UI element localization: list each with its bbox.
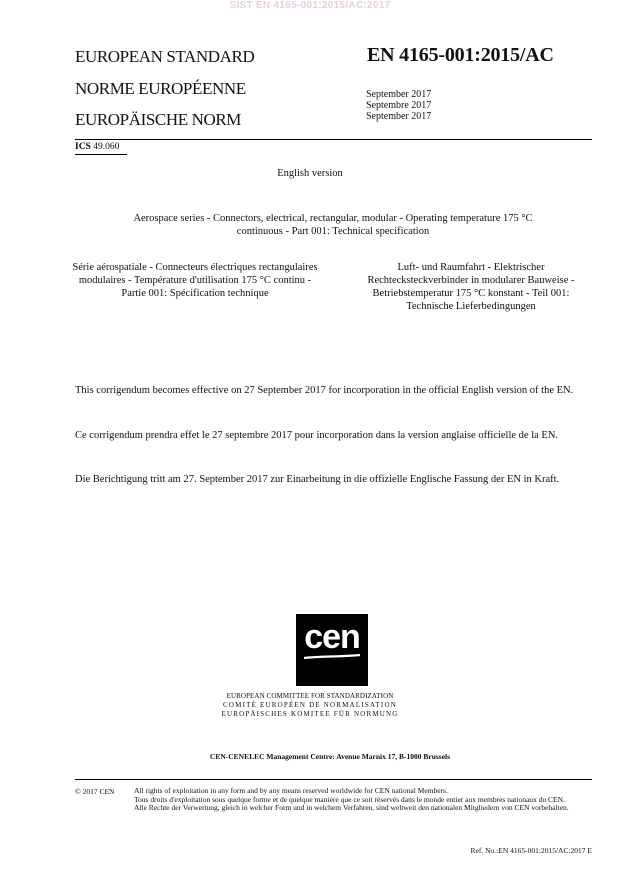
ics-code bbox=[75, 142, 119, 152]
cen-logo-icon bbox=[296, 614, 368, 686]
copyright-text bbox=[134, 787, 594, 813]
committee-de: EUROPÄISCHES KOMITEE FÜR NORMUNG bbox=[221, 710, 399, 718]
watermark: SIST EN 4165-001:2015/AC:2017 bbox=[229, 0, 391, 11]
copyright-line-de: Alle Rechte der Verwertung, gleich in welcher Form und in welchem Verfahren, sind weltweit den nationalen Mitgliedern von CEN vorbehalten. bbox=[134, 803, 569, 813]
date-en: September 2017 bbox=[366, 89, 432, 100]
ics-label: ICS bbox=[75, 142, 91, 152]
copyright-line-en: All rights of exploitation in any form and by any means reserved worldwide for CEN national Members. bbox=[134, 786, 448, 795]
ics-underline bbox=[75, 154, 127, 155]
management-centre: CEN-CENELEC Management Centre: Avenue Marnix 17, B-1000 Brussels bbox=[209, 752, 451, 761]
standard-name-en: EUROPEAN STANDARD bbox=[75, 47, 255, 66]
committee-en: EUROPEAN COMMITTEE FOR STANDARDIZATION bbox=[226, 692, 394, 700]
logo-text: cen bbox=[304, 618, 360, 656]
title-german: Luft- und Raumfahrt - Elektrischer Rechtecksteckverbinder in modularer Bauweise - Betriebstemperatur 175 °C konstant - Teil 001: Technische Lieferbedingungen bbox=[367, 262, 575, 312]
corrigendum-en: This corrigendum becomes effective on 27 September 2017 for incorporation in the official English version of the EN. bbox=[75, 385, 574, 396]
title-french: Série aérospatiale - Connecteurs électriques rectangulaires modulaires - Température d'utilisation 175 °C continu - Partie 001: Spécification technique bbox=[72, 262, 318, 299]
copyright-label: © 2017 CEN bbox=[75, 787, 115, 796]
standard-number: EN 4165-001:2015/AC bbox=[367, 44, 554, 66]
cen-logo bbox=[296, 614, 368, 686]
standard-name-de: EUROPÄISCHE NORM bbox=[75, 110, 241, 129]
copyright-line-fr: Tous droits d'exploitation sous quelque forme et de quelque manière que ce soit réservés dans le monde entier aux membres nationaux du CEN. bbox=[134, 794, 565, 804]
date-fr: Septembre 2017 bbox=[366, 100, 432, 111]
standard-name-fr: NORME EUROPÉENNE bbox=[75, 79, 246, 98]
committee-names bbox=[0, 692, 620, 719]
committee-fr: COMITÉ EUROPÉEN DE NORMALISATION bbox=[223, 701, 397, 709]
publication-dates bbox=[366, 89, 431, 122]
corrigendum-fr: Ce corrigendum prendra effet le 27 septembre 2017 pour incorporation dans la version anglaise officielle de la EN. bbox=[75, 430, 559, 441]
date-de: September 2017 bbox=[366, 111, 432, 122]
footer-divider bbox=[75, 779, 592, 780]
reference-number: Ref. No.:EN 4165-001:2015/AC:2017 E bbox=[470, 846, 592, 855]
title-english: Aerospace series - Connectors, electrical, rectangular, modular - Operating temperature 175 °C continuous - Part 001: Technical specification bbox=[133, 213, 533, 237]
corrigendum-de: Die Berichtigung tritt am 27. September 2017 zur Einarbeitung in die offizielle Englische Fassung der EN in Kraft. bbox=[75, 474, 560, 485]
header-divider bbox=[75, 139, 592, 140]
ics-value: 49.060 bbox=[90, 142, 120, 152]
version-label: English version bbox=[277, 168, 343, 179]
